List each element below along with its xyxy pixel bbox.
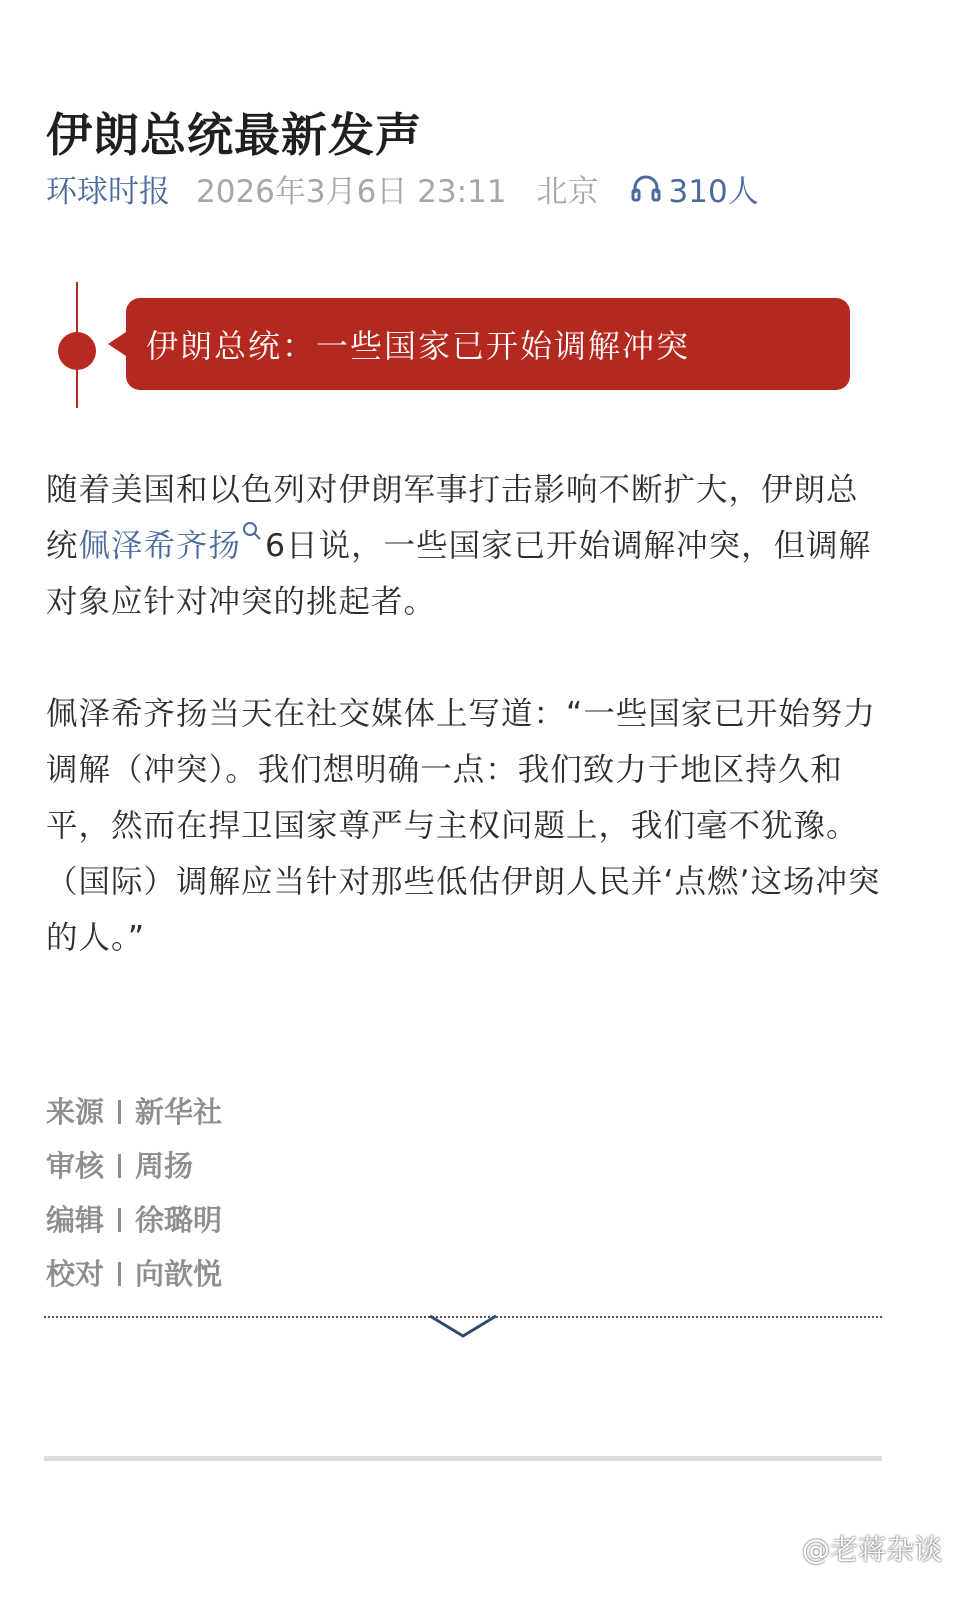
credit-separator [118, 1262, 121, 1286]
listener-count: 310人 [668, 173, 759, 210]
credits [46, 1085, 222, 1301]
timeline-dot [58, 332, 96, 370]
search-icon[interactable] [241, 520, 263, 542]
credit-separator [118, 1154, 121, 1178]
publish-location: 北京 [536, 173, 599, 210]
source-link[interactable]: 环球时报 [46, 173, 170, 210]
article-title: 伊朗总统最新发声 [46, 107, 422, 162]
paragraph-1-before: 随着美国和以色列对伊朗军事打击影响不断扩大，伊朗总统 [46, 472, 859, 564]
bottom-divider [44, 1456, 882, 1461]
credit-review: 审核 周扬 [46, 1149, 194, 1183]
listen-button[interactable] [629, 166, 759, 211]
credit-source: 来源 新华社 [46, 1095, 223, 1129]
paragraph-2: 佩泽希齐扬当天在社交媒体上写道：“一些国家已开始努力调解（冲突）。我们想明确一点：我们致力于地区持久和平，然而在捍卫国家尊严与主权问题上，我们毫不犹豫。（国际）调解应当针对那些低估伊朗人民并‘点燃’这场冲突的人。” [46, 696, 881, 956]
watermark-text: @老蒋杂谈 [802, 1533, 943, 1566]
callout-text: 伊朗总统：一些国家已开始调解冲突 [146, 327, 691, 365]
weibo-logo-icon [760, 1533, 798, 1563]
credit-proofreader: 校对 向歆悦 [46, 1257, 223, 1291]
headphones-icon [629, 171, 663, 205]
headline-callout [126, 298, 850, 390]
paragraph-1 [46, 462, 884, 630]
watermark [760, 1528, 942, 1568]
chevron-down-icon[interactable] [428, 1310, 498, 1342]
person-link[interactable]: 佩泽希齐扬 [78, 528, 242, 564]
credit-editor: 编辑 徐璐明 [46, 1203, 223, 1237]
article-meta [46, 166, 759, 210]
credit-separator [118, 1208, 121, 1232]
paragraph-1-after: 6日说，一些国家已开始调解冲突，但调解对象应针对冲突的挑起者。 [46, 528, 872, 620]
publish-datetime: 2026年3月6日 23:11 [196, 173, 507, 210]
credit-separator [118, 1100, 121, 1124]
